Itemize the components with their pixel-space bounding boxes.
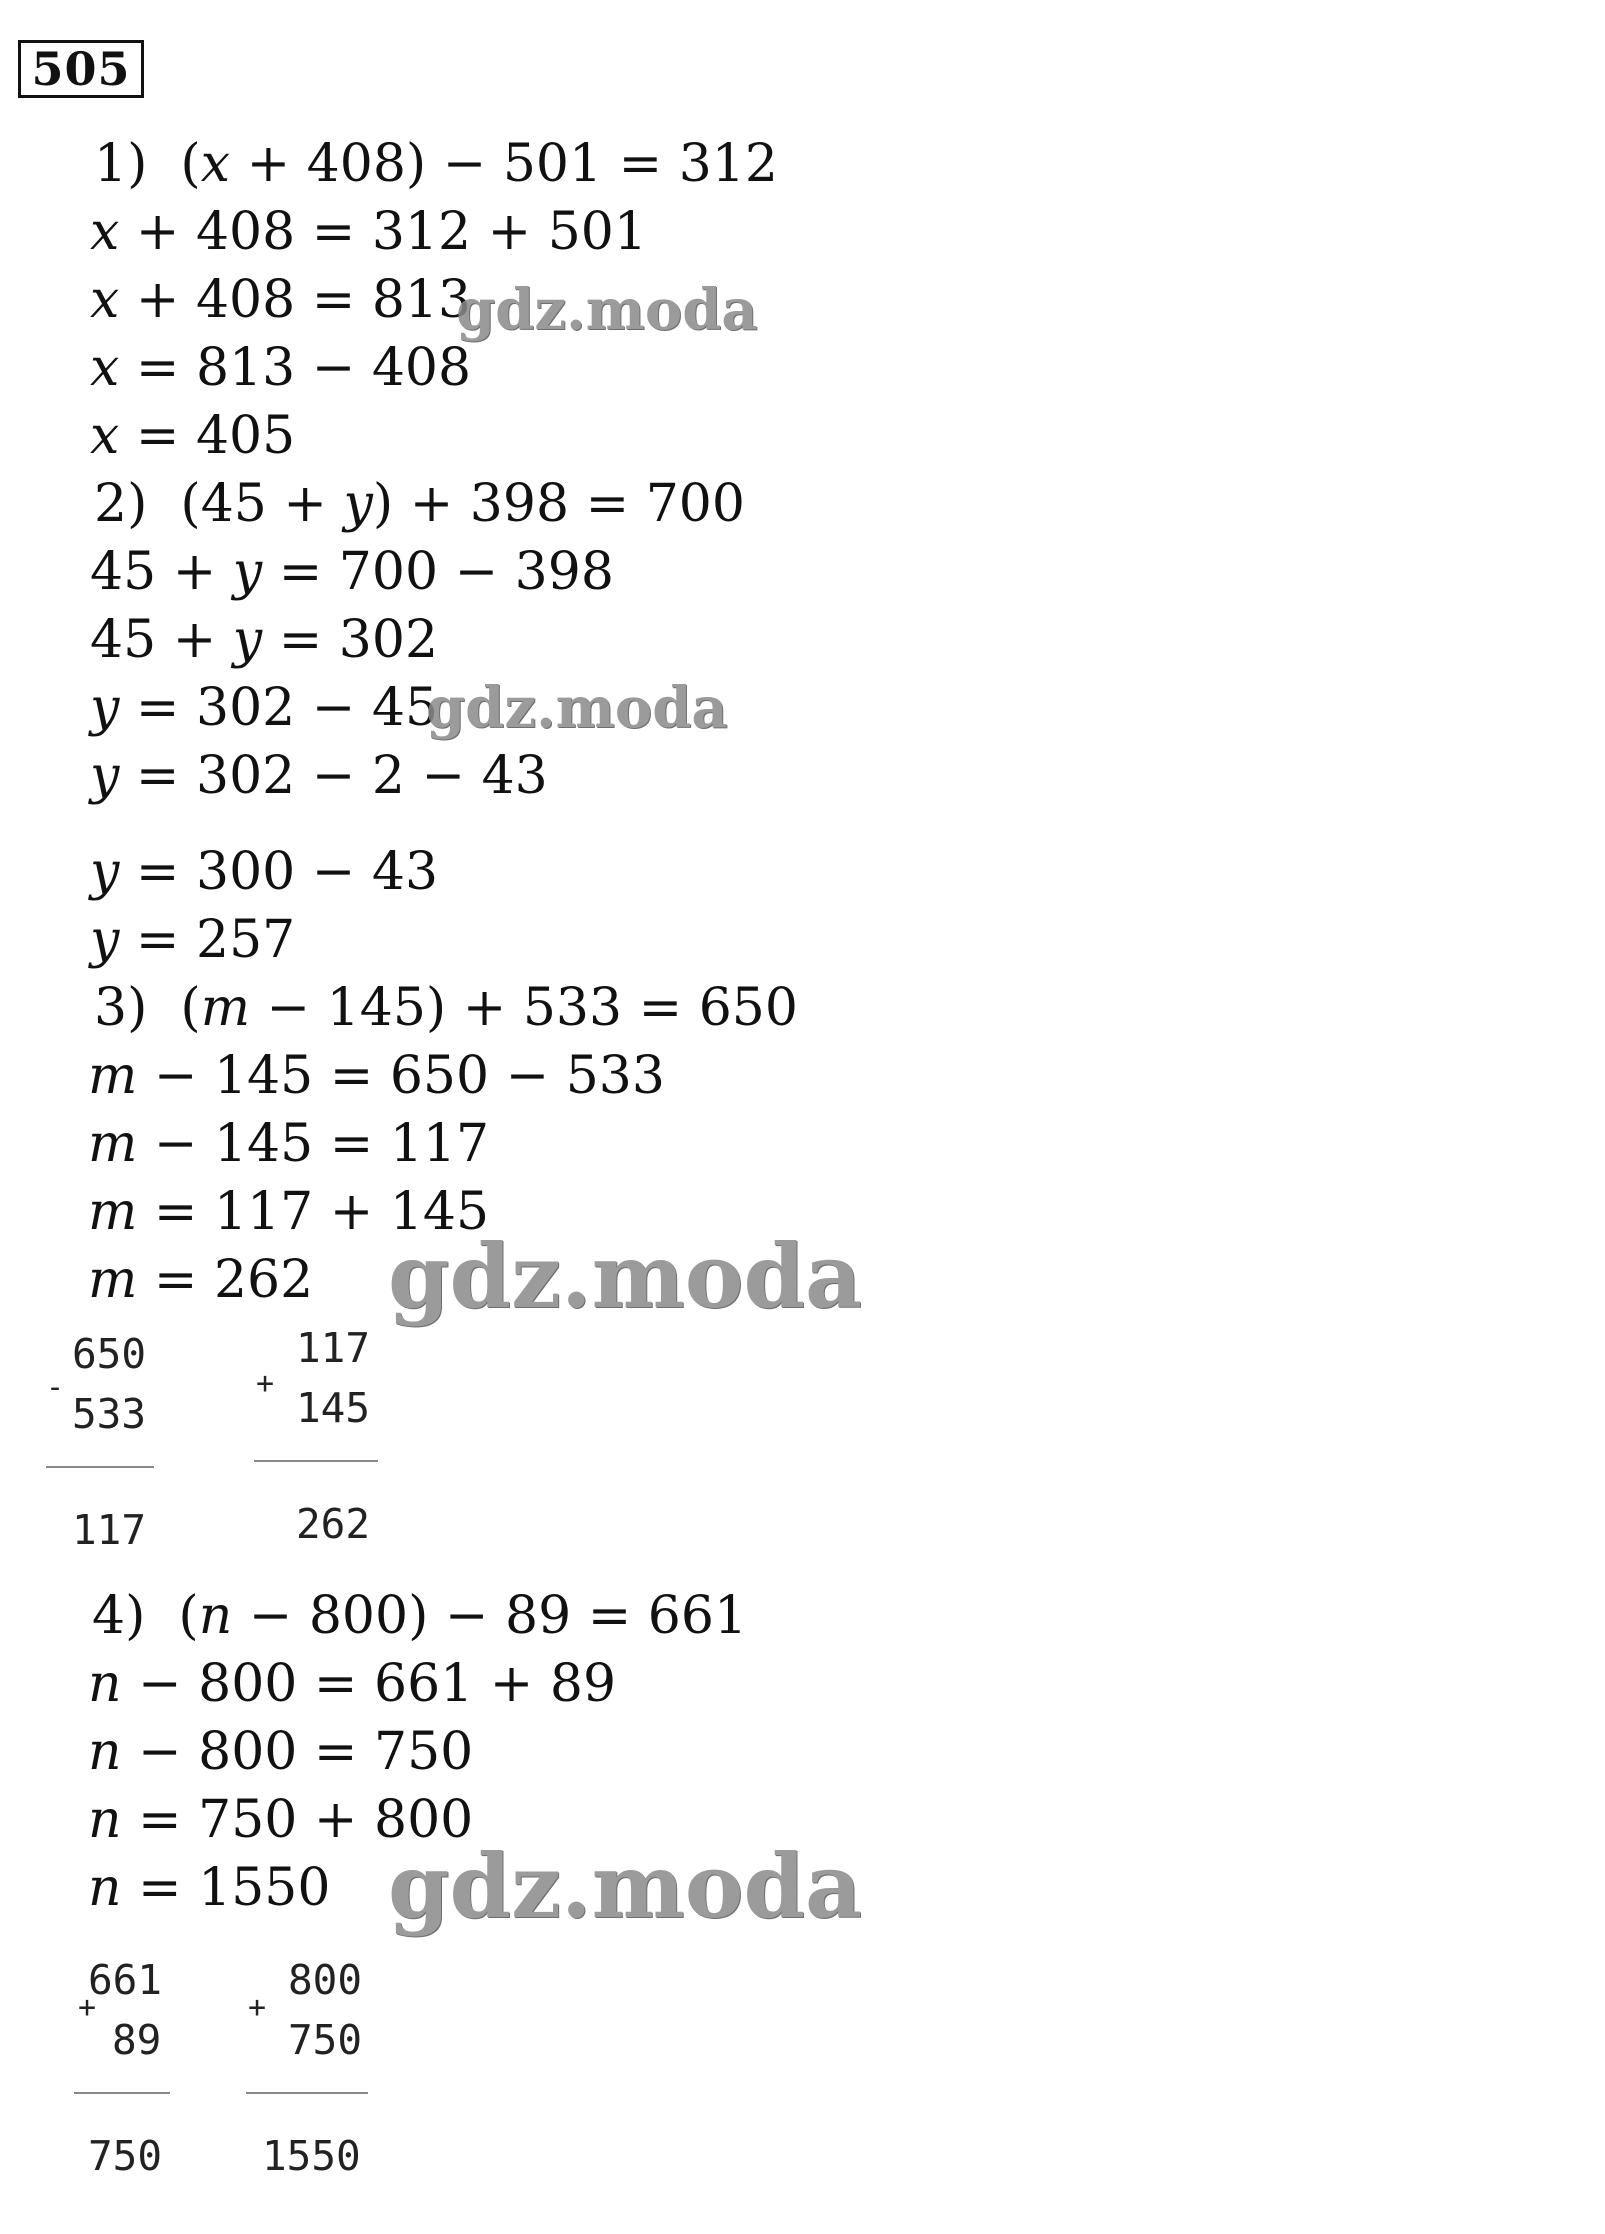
column-calc-result: 1550 bbox=[262, 2132, 361, 2180]
column-calc-top: 800 bbox=[288, 1956, 363, 2004]
column-calc-sign: + bbox=[78, 1990, 97, 2025]
equation-line: 𝑥 + 408 = 312 + 501 bbox=[90, 202, 647, 262]
column-calc-bottom: 533 bbox=[72, 1390, 147, 1438]
column-calc-top: 650 bbox=[72, 1330, 147, 1378]
equation-line: 𝑦 = 302 − 2 − 43 bbox=[90, 746, 548, 806]
equation-line: 𝑛 = 1550 bbox=[88, 1858, 331, 1918]
equation-line: 𝑛 − 800 = 750 bbox=[88, 1722, 474, 1782]
equation-line: 𝑥 = 405 bbox=[90, 406, 296, 466]
column-calc-sign: + bbox=[248, 1990, 267, 2025]
column-calc-rule bbox=[74, 2092, 170, 2094]
equation-line: 𝑚 = 262 bbox=[88, 1250, 314, 1310]
column-calc-bottom: 89 bbox=[112, 2016, 162, 2064]
equation-line: 𝑚 = 117 + 145 bbox=[88, 1182, 490, 1242]
watermark: gdz.moda bbox=[388, 1224, 863, 1328]
equation-line: 4) (𝑛 − 800) − 89 = 661 bbox=[92, 1586, 748, 1646]
column-calc-result: 117 bbox=[72, 1506, 147, 1554]
column-calc-top: 661 bbox=[88, 1956, 163, 2004]
equation-line: 1) (𝑥 + 408) − 501 = 312 bbox=[94, 134, 778, 194]
equation-line: 𝑦 = 302 − 45 bbox=[90, 678, 439, 738]
watermark: gdz.moda bbox=[426, 675, 728, 741]
equation-line: 𝑥 = 813 − 408 bbox=[90, 338, 472, 398]
column-calc-result: 262 bbox=[296, 1500, 371, 1548]
column-calc-sign: + bbox=[256, 1366, 275, 1401]
equation-line: 𝑛 = 750 + 800 bbox=[88, 1790, 474, 1850]
column-calc-sign: - bbox=[46, 1370, 65, 1405]
column-calc-rule bbox=[254, 1460, 378, 1462]
column-calc-top: 117 bbox=[296, 1324, 371, 1372]
equation-line: 2) (45 + 𝑦) + 398 = 700 bbox=[94, 474, 745, 534]
column-calc-rule bbox=[46, 1466, 154, 1468]
equation-line: 𝑛 − 800 = 661 + 89 bbox=[88, 1654, 617, 1714]
equation-line: 3) (𝑚 − 145) + 533 = 650 bbox=[94, 978, 798, 1038]
equation-line: 𝑦 = 300 − 43 bbox=[90, 842, 439, 902]
watermark: gdz.moda bbox=[456, 277, 758, 343]
equation-line: 𝑥 + 408 = 813 bbox=[90, 270, 472, 330]
equation-line: 𝑚 − 145 = 650 − 533 bbox=[88, 1046, 665, 1106]
column-calc-bottom: 145 bbox=[296, 1384, 371, 1432]
watermark: gdz.moda bbox=[388, 1834, 863, 1938]
column-calc-bottom: 750 bbox=[288, 2016, 363, 2064]
equation-line: 𝑦 = 257 bbox=[90, 910, 296, 970]
exercise-number: 505 bbox=[18, 40, 144, 98]
equation-line: 45 + 𝑦 = 302 bbox=[90, 610, 439, 670]
column-calc-rule bbox=[246, 2092, 368, 2094]
equation-line: 45 + 𝑦 = 700 − 398 bbox=[90, 542, 614, 602]
equation-line: 𝑚 − 145 = 117 bbox=[88, 1114, 490, 1174]
column-calc-result: 750 bbox=[88, 2132, 163, 2180]
